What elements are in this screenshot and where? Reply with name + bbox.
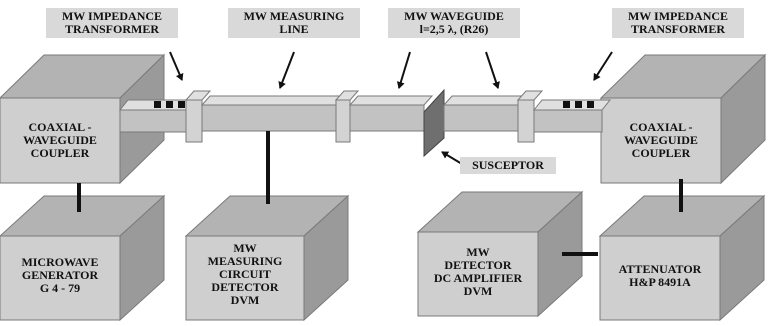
block-label-line: ATTENUATOR xyxy=(618,262,702,276)
block-label-line: COAXIAL - xyxy=(28,120,92,134)
callout-line: l=2,5 λ, (R26) xyxy=(419,22,489,36)
callout-line: TRANSFORMER xyxy=(630,22,725,36)
left-transformer-screws xyxy=(154,101,185,108)
block-label-line: GENERATOR xyxy=(21,268,99,282)
block-label-line: WAVEGUIDE xyxy=(23,133,97,147)
impedance-transformer-left-callout xyxy=(46,8,178,38)
block-label-line: MW xyxy=(466,245,490,259)
detector-label xyxy=(418,246,538,298)
measuring-circuit-label xyxy=(186,242,304,307)
coupler-left-label xyxy=(0,121,120,160)
callout-line: MW MEASURING xyxy=(243,9,345,23)
waveguide-line xyxy=(120,90,610,156)
right-transformer-screws xyxy=(563,101,594,108)
callout-line: MW IMPEDANCE xyxy=(61,9,163,23)
coupler-right-box xyxy=(601,55,765,183)
callout-line: MW WAVEGUIDE xyxy=(404,9,504,23)
block-label-line: COUPLER xyxy=(631,146,691,160)
waveguide-callout xyxy=(388,8,520,38)
block-label-line: COAXIAL - xyxy=(629,120,693,134)
attenuator-box xyxy=(600,196,764,320)
callout-line: LINE xyxy=(279,22,309,36)
block-label-line: MICROWAVE xyxy=(21,255,99,269)
callout-line: MW IMPEDANCE xyxy=(627,9,729,23)
block-label-line: DVM xyxy=(230,293,260,307)
coupler-right-label xyxy=(601,121,721,160)
measuring-line-callout xyxy=(228,8,360,38)
callout-line: TRANSFORMER xyxy=(64,22,159,36)
block-label-line: MW xyxy=(233,241,257,255)
connector-lines xyxy=(79,131,681,254)
block-label-line: DC AMPLIFIER xyxy=(433,271,523,285)
block-label-line: COUPLER xyxy=(30,146,90,160)
block-label-line: G 4 - 79 xyxy=(39,281,81,295)
block-label-line: DETECTOR xyxy=(211,280,279,294)
block-label-line: MEASURING xyxy=(207,254,283,268)
callout-line: SUSCEPTOR xyxy=(472,158,544,172)
susceptor-callout xyxy=(460,157,556,174)
generator-label xyxy=(0,256,120,295)
block-label-line: CIRCUIT xyxy=(218,267,271,281)
block-label-line: DVM xyxy=(463,284,493,298)
block-label-line: H&P 8491A xyxy=(629,275,691,289)
impedance-transformer-right-callout xyxy=(612,8,744,38)
block-label-line: WAVEGUIDE xyxy=(624,133,698,147)
block-label-line: DETECTOR xyxy=(444,258,512,272)
attenuator-label xyxy=(600,263,720,289)
